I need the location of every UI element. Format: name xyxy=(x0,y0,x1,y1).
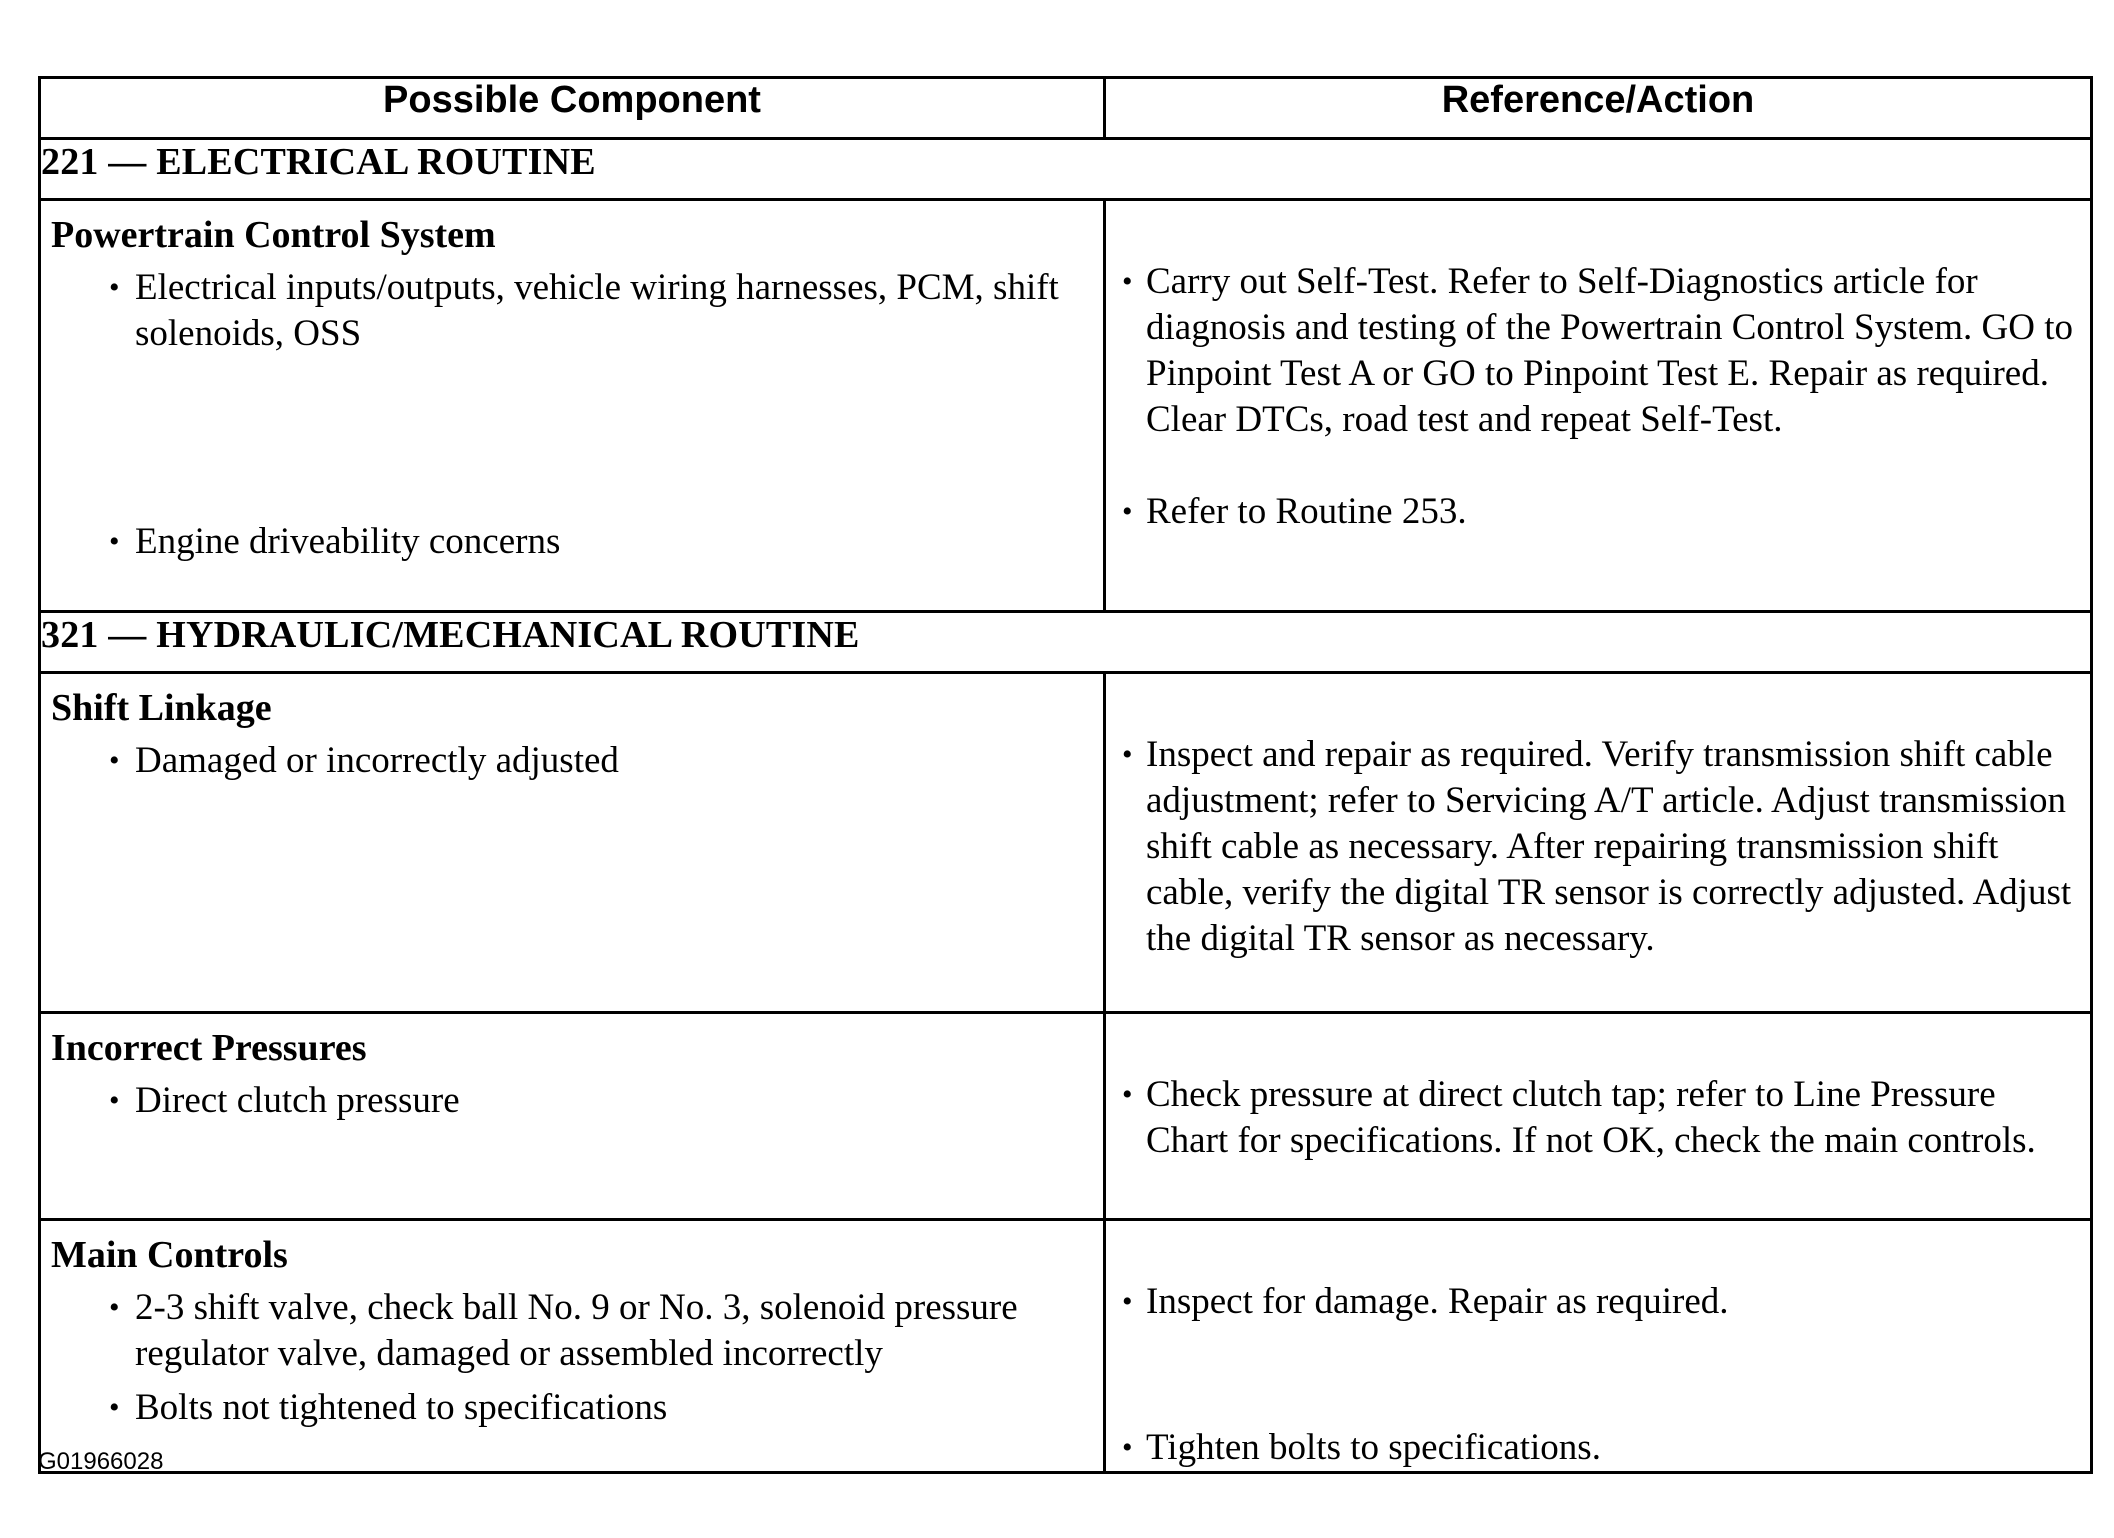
component-cell xyxy=(40,673,1105,1013)
action-item: • Check pressure at direct clutch tap; refer to Line Pressure Chart for specifications. If not OK, check the main controls. xyxy=(1122,1074,2036,1161)
group-title: Incorrect Pressures xyxy=(51,1027,367,1069)
figure-id: G01966028 xyxy=(38,1448,164,1475)
routine-row xyxy=(40,139,2092,200)
action-item: • Inspect and repair as required. Verify transmission shift cable adjustment; refer to Servicing A/T article. Adjust transmission shift cable as necessary. After repairing transmission shift cable, verify the digital TR sensor is correctly adjusted. Adjust the digital TR sensor as necessary. xyxy=(1122,734,2072,959)
bullet-icon: • xyxy=(109,744,120,777)
bullet-icon: • xyxy=(1122,1431,1133,1464)
component-item: • Damaged or incorrectly adjusted xyxy=(41,738,1103,784)
bullet-icon: • xyxy=(109,1084,120,1117)
bullet-icon: • xyxy=(109,271,120,304)
action-cell xyxy=(1105,1013,2092,1220)
routine-title: 321 — HYDRAULIC/MECHANICAL ROUTINE xyxy=(40,612,2092,673)
bullet-icon: • xyxy=(1122,265,1133,298)
component-item: • 2-3 shift valve, check ball No. 9 or No. 3, solenoid pressure regulator valve, damaged or assembled incorrectly xyxy=(109,1287,1018,1374)
action-item: • Tighten bolts to specifications. xyxy=(1106,1425,2090,1471)
diagnosis-table xyxy=(38,76,2093,1474)
group-title: Main Controls xyxy=(51,1234,288,1276)
header-reference-action: Reference/Action xyxy=(1105,78,2092,139)
action-cell xyxy=(1105,200,2092,612)
group-row xyxy=(40,1013,2092,1220)
bullet-icon: • xyxy=(109,1391,120,1424)
bullet-icon: • xyxy=(1122,495,1133,528)
action-item: • Inspect for damage. Repair as required. xyxy=(1106,1279,2090,1325)
group-row xyxy=(40,200,2092,612)
bullet-icon: • xyxy=(109,1291,120,1324)
group-title: Powertrain Control System xyxy=(51,214,496,256)
action-cell xyxy=(1105,673,2092,1013)
component-item: • Bolts not tightened to specifications xyxy=(41,1385,1103,1431)
bullet-icon: • xyxy=(1122,738,1133,771)
bullet-icon: • xyxy=(1122,1078,1133,1111)
group-row xyxy=(40,1220,2092,1473)
routine-title: 221 — ELECTRICAL ROUTINE xyxy=(40,139,2092,200)
component-cell xyxy=(40,1220,1105,1473)
action-item: • Carry out Self-Test. Refer to Self-Diagnostics article for diagnosis and testing of the Powertrain Control System. GO to Pinpoint Test A or GO to Pinpoint Test E. Repair as required. Clear DTCs, road test and repeat Self-Test. xyxy=(1122,261,2073,440)
header-row xyxy=(40,78,2092,139)
bullet-icon: • xyxy=(109,525,120,558)
action-cell xyxy=(1105,1220,2092,1473)
group-title: Shift Linkage xyxy=(51,687,272,729)
component-cell xyxy=(40,1013,1105,1220)
bullet-icon: • xyxy=(1122,1285,1133,1318)
component-cell xyxy=(40,200,1105,612)
header-possible-component: Possible Component xyxy=(40,78,1105,139)
group-row xyxy=(40,673,2092,1013)
component-item: • Electrical inputs/outputs, vehicle wiring harnesses, PCM, shift solenoids, OSS xyxy=(109,267,1059,354)
component-item: • Direct clutch pressure xyxy=(41,1078,1103,1124)
routine-row xyxy=(40,612,2092,673)
component-item: • Engine driveability concerns xyxy=(41,519,1103,565)
action-item: • Refer to Routine 253. xyxy=(1106,489,2090,535)
